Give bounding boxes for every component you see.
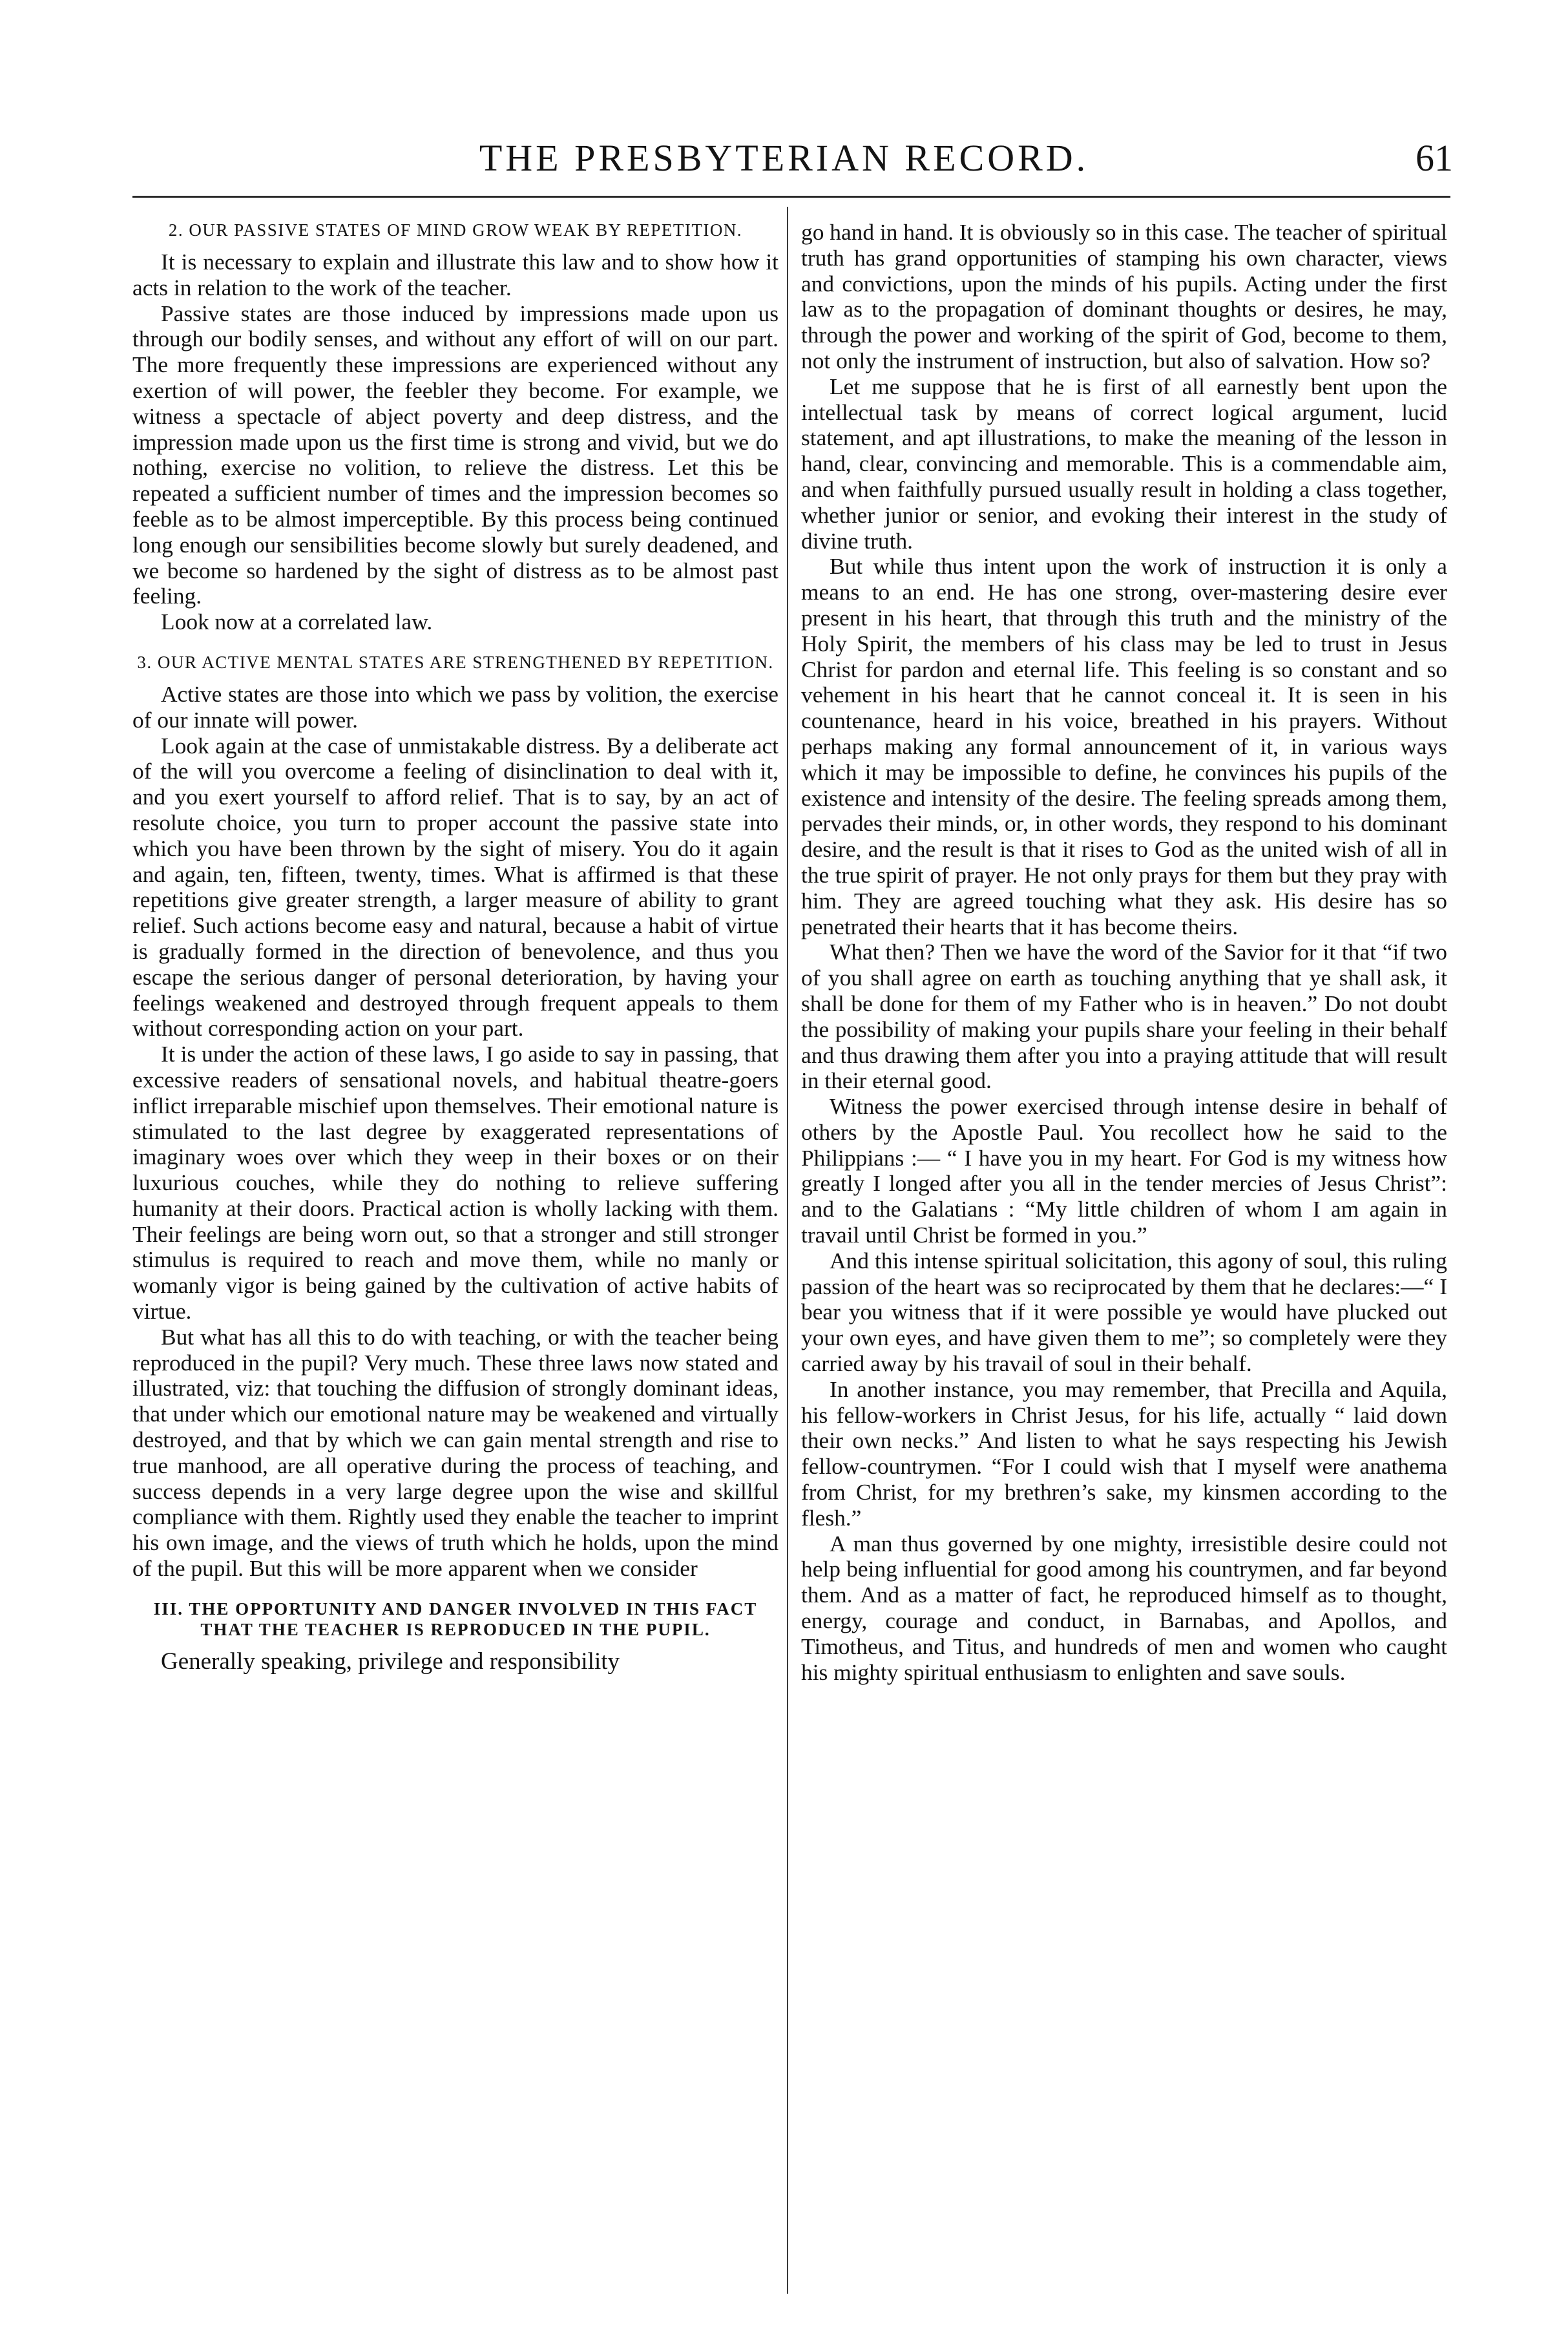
page-header xyxy=(0,132,1568,184)
page-number: 61 xyxy=(1416,137,1453,179)
paragraph: A man thus governed by one mighty, irresistible desire could not help being influential for good among his countrymen, and far beyond them. And as a matter of fact, he reproduced himself as to thought, energy, courage and conduct, in Barnabas, and Apollos, and Timotheus, and Titus, and hundreds of men and women who caught his mighty spiritual enthusiasm to enlighten and save souls. xyxy=(801,1530,1447,1685)
paragraph: Active states are those into which we pass by volition, the exercise of our innate will power. xyxy=(132,680,779,733)
left-column xyxy=(132,220,779,1675)
paragraph: But while thus intent upon the work of instruction it is only a means to an end. He has one strong, over-mastering desire ever present in his heart, that through this truth and the ministry of the Holy Spirit, the members of his class may be led to trust in Jesus Christ for pardon and eternal life. This feeling is so constant and so vehement in his heart that he cannot conceal it. It is seen in his countenance, heard in his voice, breathed in his prayers. Without perhaps making any formal announcement of it, in various ways which it may be impossible to define, he convinces his pupils of the existence and intensity of the desire. The feeling spreads among them, pervades their minds, or, in other words, they respond to his dominant desire, and the result is that it rises to God as the united wish of all in the true spirit of prayer. He not only prays for them but they pray with him. They are agreed touching what they ask. His desire has so penetrated their hearts that it has become theirs. xyxy=(801,553,1447,939)
paragraph: Look now at a correlated law. xyxy=(161,609,433,635)
paragraph: Let me suppose that he is first of all earnestly bent upon the intellectual task by means of correct logical argument, lucid statement, and apt illustrations, to make the meaning of the lesson in hand, clear, convincing and memorable. This is a commendable aim, and when faithfully pursued usually result in holding a class together, whether junior or senior, and evoking their interest in the study of divine truth. xyxy=(801,373,1447,554)
paragraph: Passive states are those induced by impressions made upon us through our bodily senses, and without any effort of will on our part. The more frequently these impressions are experienced without any exertion of will power, the feebler they become. For example, we witness a spectacle of abject poverty and deep distress, and the impression made upon us the first time is strong and vivid, but we do nothing, exercise no volition, to relieve the distress. Let this be repeated a sufficient number of times and the impression becomes so feeble as to be almost imperceptible. By this process being continued long enough our sensibilities become slowly but surely deadened, and we become so hardened by the sight of distress as to be almost past feeling. xyxy=(132,300,779,609)
paragraph: It is necessary to explain and illustrate this law and to show how it acts in relation to the work of the teacher. xyxy=(132,249,779,300)
section-heading-active-states: 3. OUR ACTIVE MENTAL STATES ARE STRENGTHENED BY REPETITION. xyxy=(137,652,774,672)
paragraph: Generally speaking, privilege and responsibility xyxy=(161,1648,620,1675)
column-divider xyxy=(787,207,788,2294)
paragraph: Look again at the case of unmistakable distress. By a deliberate act of the will you overcome a feeling of disinclination to deal with it, and you exert yourself to afford relief. That is to say, by an act of resolute choice, you turn to proper account the passive state into which you have been thrown by the sight of misery. You do it again and again, ten, fifteen, twenty, times. What is affirmed is that these repetitions give greater strength, a larger measure of ability to grant relief. Such actions become easy and natural, because a habit of virtue is gradually formed in the direction of benevolence, and thus you escape the serious danger of personal deterioration, by having your feelings weakened and destroyed through frequent appeals to them without corresponding action on your part. xyxy=(132,732,779,1042)
paragraph: And this intense spiritual solicitation, this agony of soul, this ruling passion of the heart was so reciprocated by them that he declares:—“ I bear you witness that if it were possible ye would have plucked out your own eyes, and have given them to me”; so completely were they carried away by his travail of soul in their behalf. xyxy=(801,1247,1447,1377)
paragraph: What then? Then we have the word of the Savior for it that “if two of you shall agree on earth as touching anything that ye shall ask, it shall be done for them of my Father who is in heaven.” Do not doubt the possibility of making your pupils share your feeling in their behalf and thus drawing them after you into a praying attitude that will result in their eternal good. xyxy=(801,939,1447,1094)
section-heading-passive-states: 2. OUR PASSIVE STATES OF MIND GROW WEAK BY REPETITION. xyxy=(168,220,743,240)
paragraph: But what has all this to do with teaching, or with the teacher being reproduced in the pupil? Very much. These three laws now stated and illustrated, viz: that touching the diffusion of strongly dominant ideas, that under which our emotional nature may be weakened and virtually destroyed, and that by which we can gain mental strength and rise to true manhood, are all operative during the process of teaching, and success depends in a very large degree upon the wise and skillful compliance with them. Rightly used they enable the teacher to imprint his own image, and the views of truth which he holds, upon the mind of the pupil. But this will be more apparent when we consider xyxy=(132,1323,779,1582)
paragraph: Witness the power exercised through intense desire in behalf of others by the Apostle Paul. You recollect how he said to the Philippians :— “ I have you in my heart. For God is my witness how greatly I longed after you all in the tender mercies of Jesus Christ”: and to the Galatians : “My little children of whom I am again in travail until Christ be formed in you.” xyxy=(801,1093,1447,1248)
paragraph: In another instance, you may remember, that Precilla and Aquila, his fellow-workers in Christ Jesus, for his life, actually “ laid down their own necks.” And listen to what he says respecting his Jewish fellow-countrymen. “For I could wish that I myself were anathema from Christ, for my brethren’s sake, my kinsmen according to the flesh.” xyxy=(801,1376,1447,1531)
section-heading-opportunity-and-danger: III. THE OPPORTUNITY AND DANGER INVOLVED IN THIS FACT THAT THE TEACHER IS REPRODUCED IN THE PUPIL. xyxy=(153,1598,758,1639)
paragraph: It is under the action of these laws, I go aside to say in passing, that excessive readers of sensational novels, and habitual theatre-goers inflict irreparable mischief upon themselves. Their emotional nature is stimulated to the last degree by exaggerated representations of imaginary woes over which they weep in their boxes or on their luxurious couches, while they do nothing to relieve suffering humanity at their doors. Practical action is wholly lacking with them. Their feelings are being worn out, so that a stronger and still stronger stimulus is required to reach and move them, while no manly or womanly vigor is being gained by the cultivation of active habits of virtue. xyxy=(132,1041,779,1325)
right-column xyxy=(801,220,1447,1685)
header-rule xyxy=(132,196,1450,198)
paragraph: go hand in hand. It is obviously so in this case. The teacher of spiritual truth has grand opportunities of stamping his own character, views and convictions, upon the minds of his pupils. Acting under the first law as to the propagation of dominant thoughts or desires, he may, through the power and working of the spirit of God, become to them, not only the instrument of instruction, but also of salvation. How so? xyxy=(801,219,1447,373)
running-title: THE PRESBYTERIAN RECORD. xyxy=(479,137,1089,179)
